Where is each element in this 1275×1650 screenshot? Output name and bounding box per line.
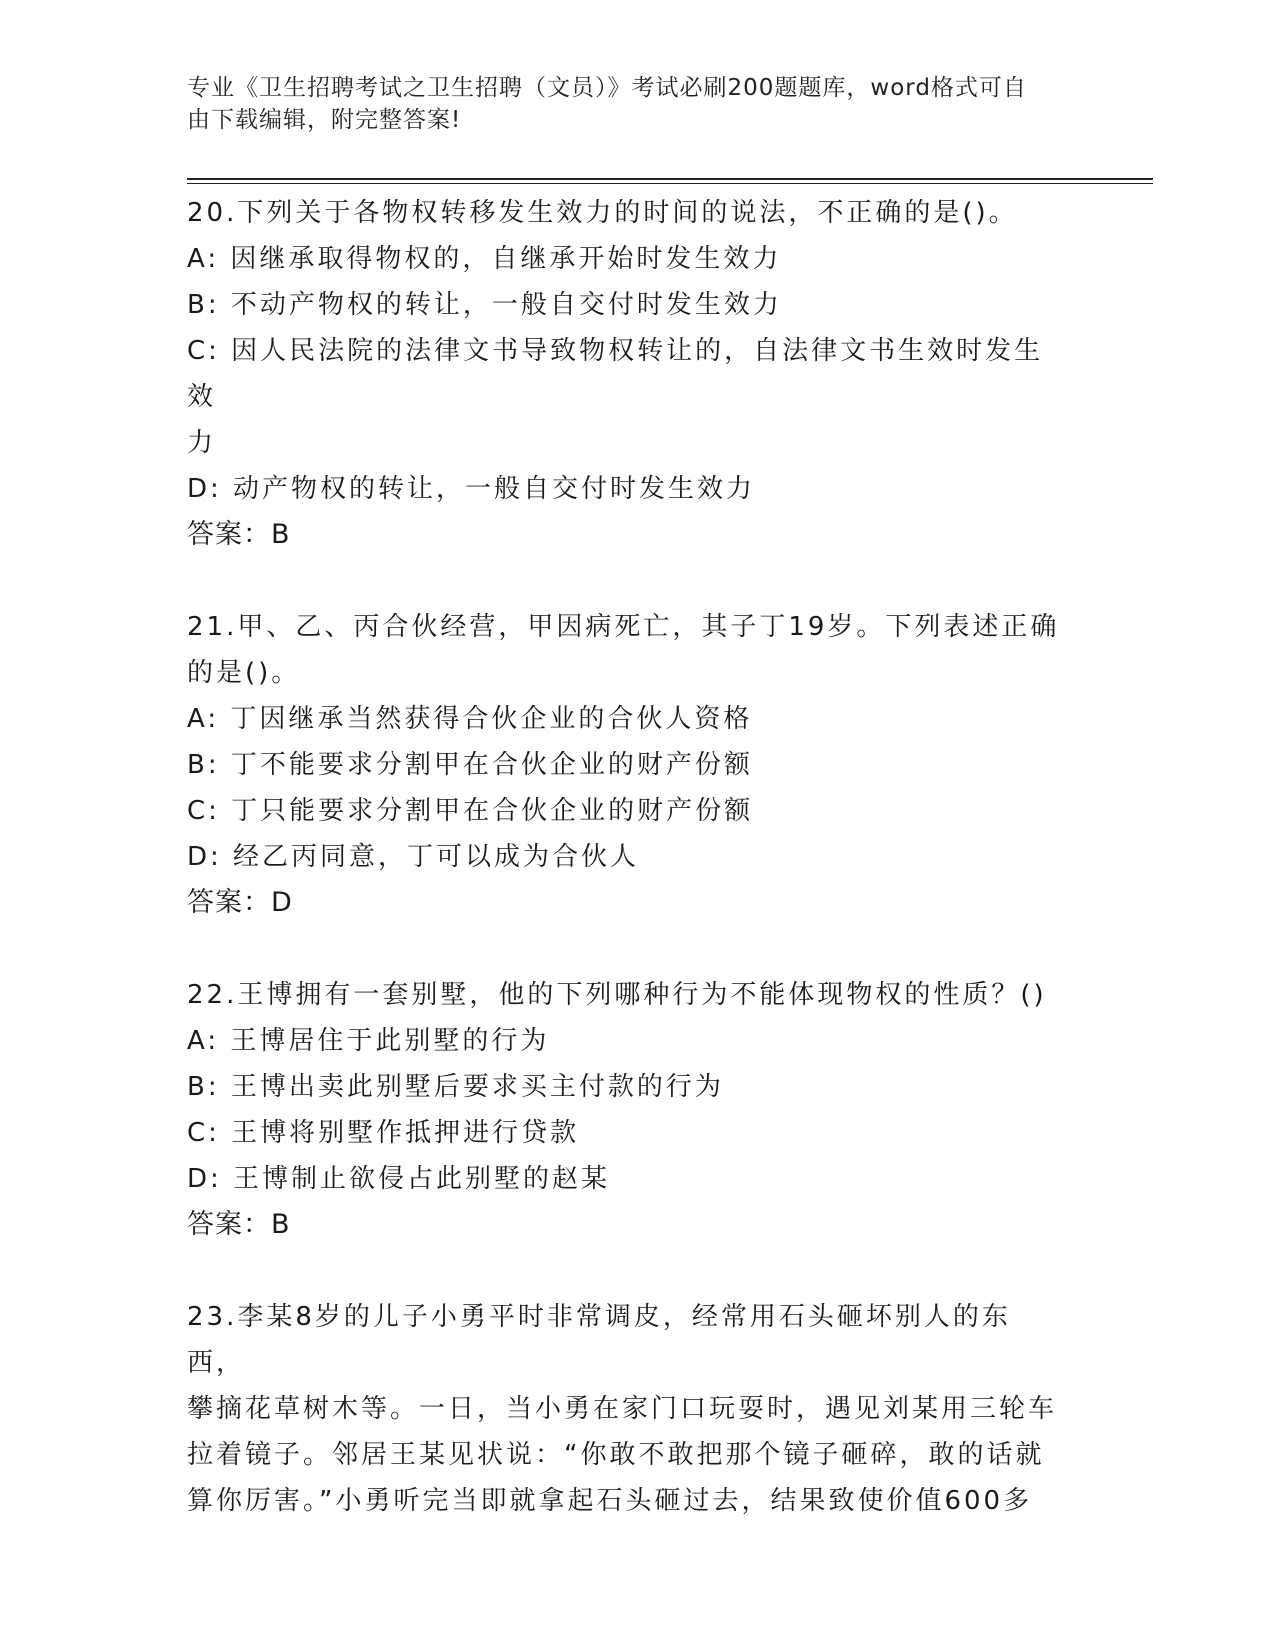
question-stem: 拉着镜子。邻居王某见状说：“你敢不敢把那个镜子砸碎，敢的话就: [187, 1440, 1045, 1470]
question-block: [187, 972, 1067, 1248]
question-stem: 20.下列关于各物权转移发生效力的时间的说法，不正确的是()。: [187, 198, 1018, 228]
question-block: [187, 604, 1067, 926]
question-stem: 的是()。: [187, 658, 301, 688]
header-divider-thin: [187, 183, 1153, 184]
header-divider-thick: [187, 178, 1153, 180]
question-stem: 23.李某8岁的儿子小勇平时非常调皮，经常用石头砸坏别人的东西，: [187, 1302, 1011, 1378]
answer-text: 答案：B: [187, 1209, 291, 1240]
option-text: A: 因继承取得物权的，自继承开始时发生效力: [187, 244, 782, 274]
document-header: [187, 72, 1067, 136]
option-text: C: 丁只能要求分割甲在合伙企业的财产份额: [187, 796, 754, 826]
option-text: D: 王博制止欲侵占此别墅的赵某: [187, 1164, 611, 1194]
option-text: C: 因人民法院的法律文书导致物权转让的，自法律文书生效时发生效: [187, 336, 1044, 412]
question-block: [187, 1294, 1067, 1524]
option-text: 力: [187, 428, 217, 458]
option-text: B: 王博出卖此别墅后要求买主付款的行为: [187, 1072, 724, 1102]
question-stem: 攀摘花草树木等。一日，当小勇在家门口玩耍时，遇见刘某用三轮车: [187, 1394, 1058, 1424]
option-text: B: 不动产物权的转让，一般自交付时发生效力: [187, 290, 782, 320]
option-text: A: 王博居住于此别墅的行为: [187, 1026, 550, 1056]
option-text: C: 王博将别墅作抵押进行贷款: [187, 1118, 580, 1148]
option-text: B: 丁不能要求分割甲在合伙企业的财产份额: [187, 750, 753, 780]
question-stem: 21.甲、乙、丙合伙经营，甲因病死亡，其子丁19岁。下列表述正确: [187, 612, 1060, 642]
header-line: 由下载编辑，附完整答案!: [187, 107, 462, 133]
question-list: [187, 190, 1067, 1524]
question-stem: 22.王博拥有一套别墅，他的下列哪种行为不能体现物权的性质？(): [187, 980, 1047, 1010]
question-stem: 算你厉害。”小勇听完当即就拿起石头砸过去，结果致使价值600多: [187, 1486, 1033, 1516]
option-text: D: 动产物权的转让，一般自交付时发生效力: [187, 474, 756, 504]
answer-text: 答案：D: [187, 887, 293, 918]
answer-text: 答案：B: [187, 519, 291, 550]
option-text: A: 丁因继承当然获得合伙企业的合伙人资格: [187, 704, 753, 734]
option-text: D: 经乙丙同意，丁可以成为合伙人: [187, 842, 640, 872]
header-line: 专业《卫生招聘考试之卫生招聘（文员）》考试必刷200题题库，word格式可自: [187, 75, 1027, 101]
question-block: [187, 190, 1067, 558]
